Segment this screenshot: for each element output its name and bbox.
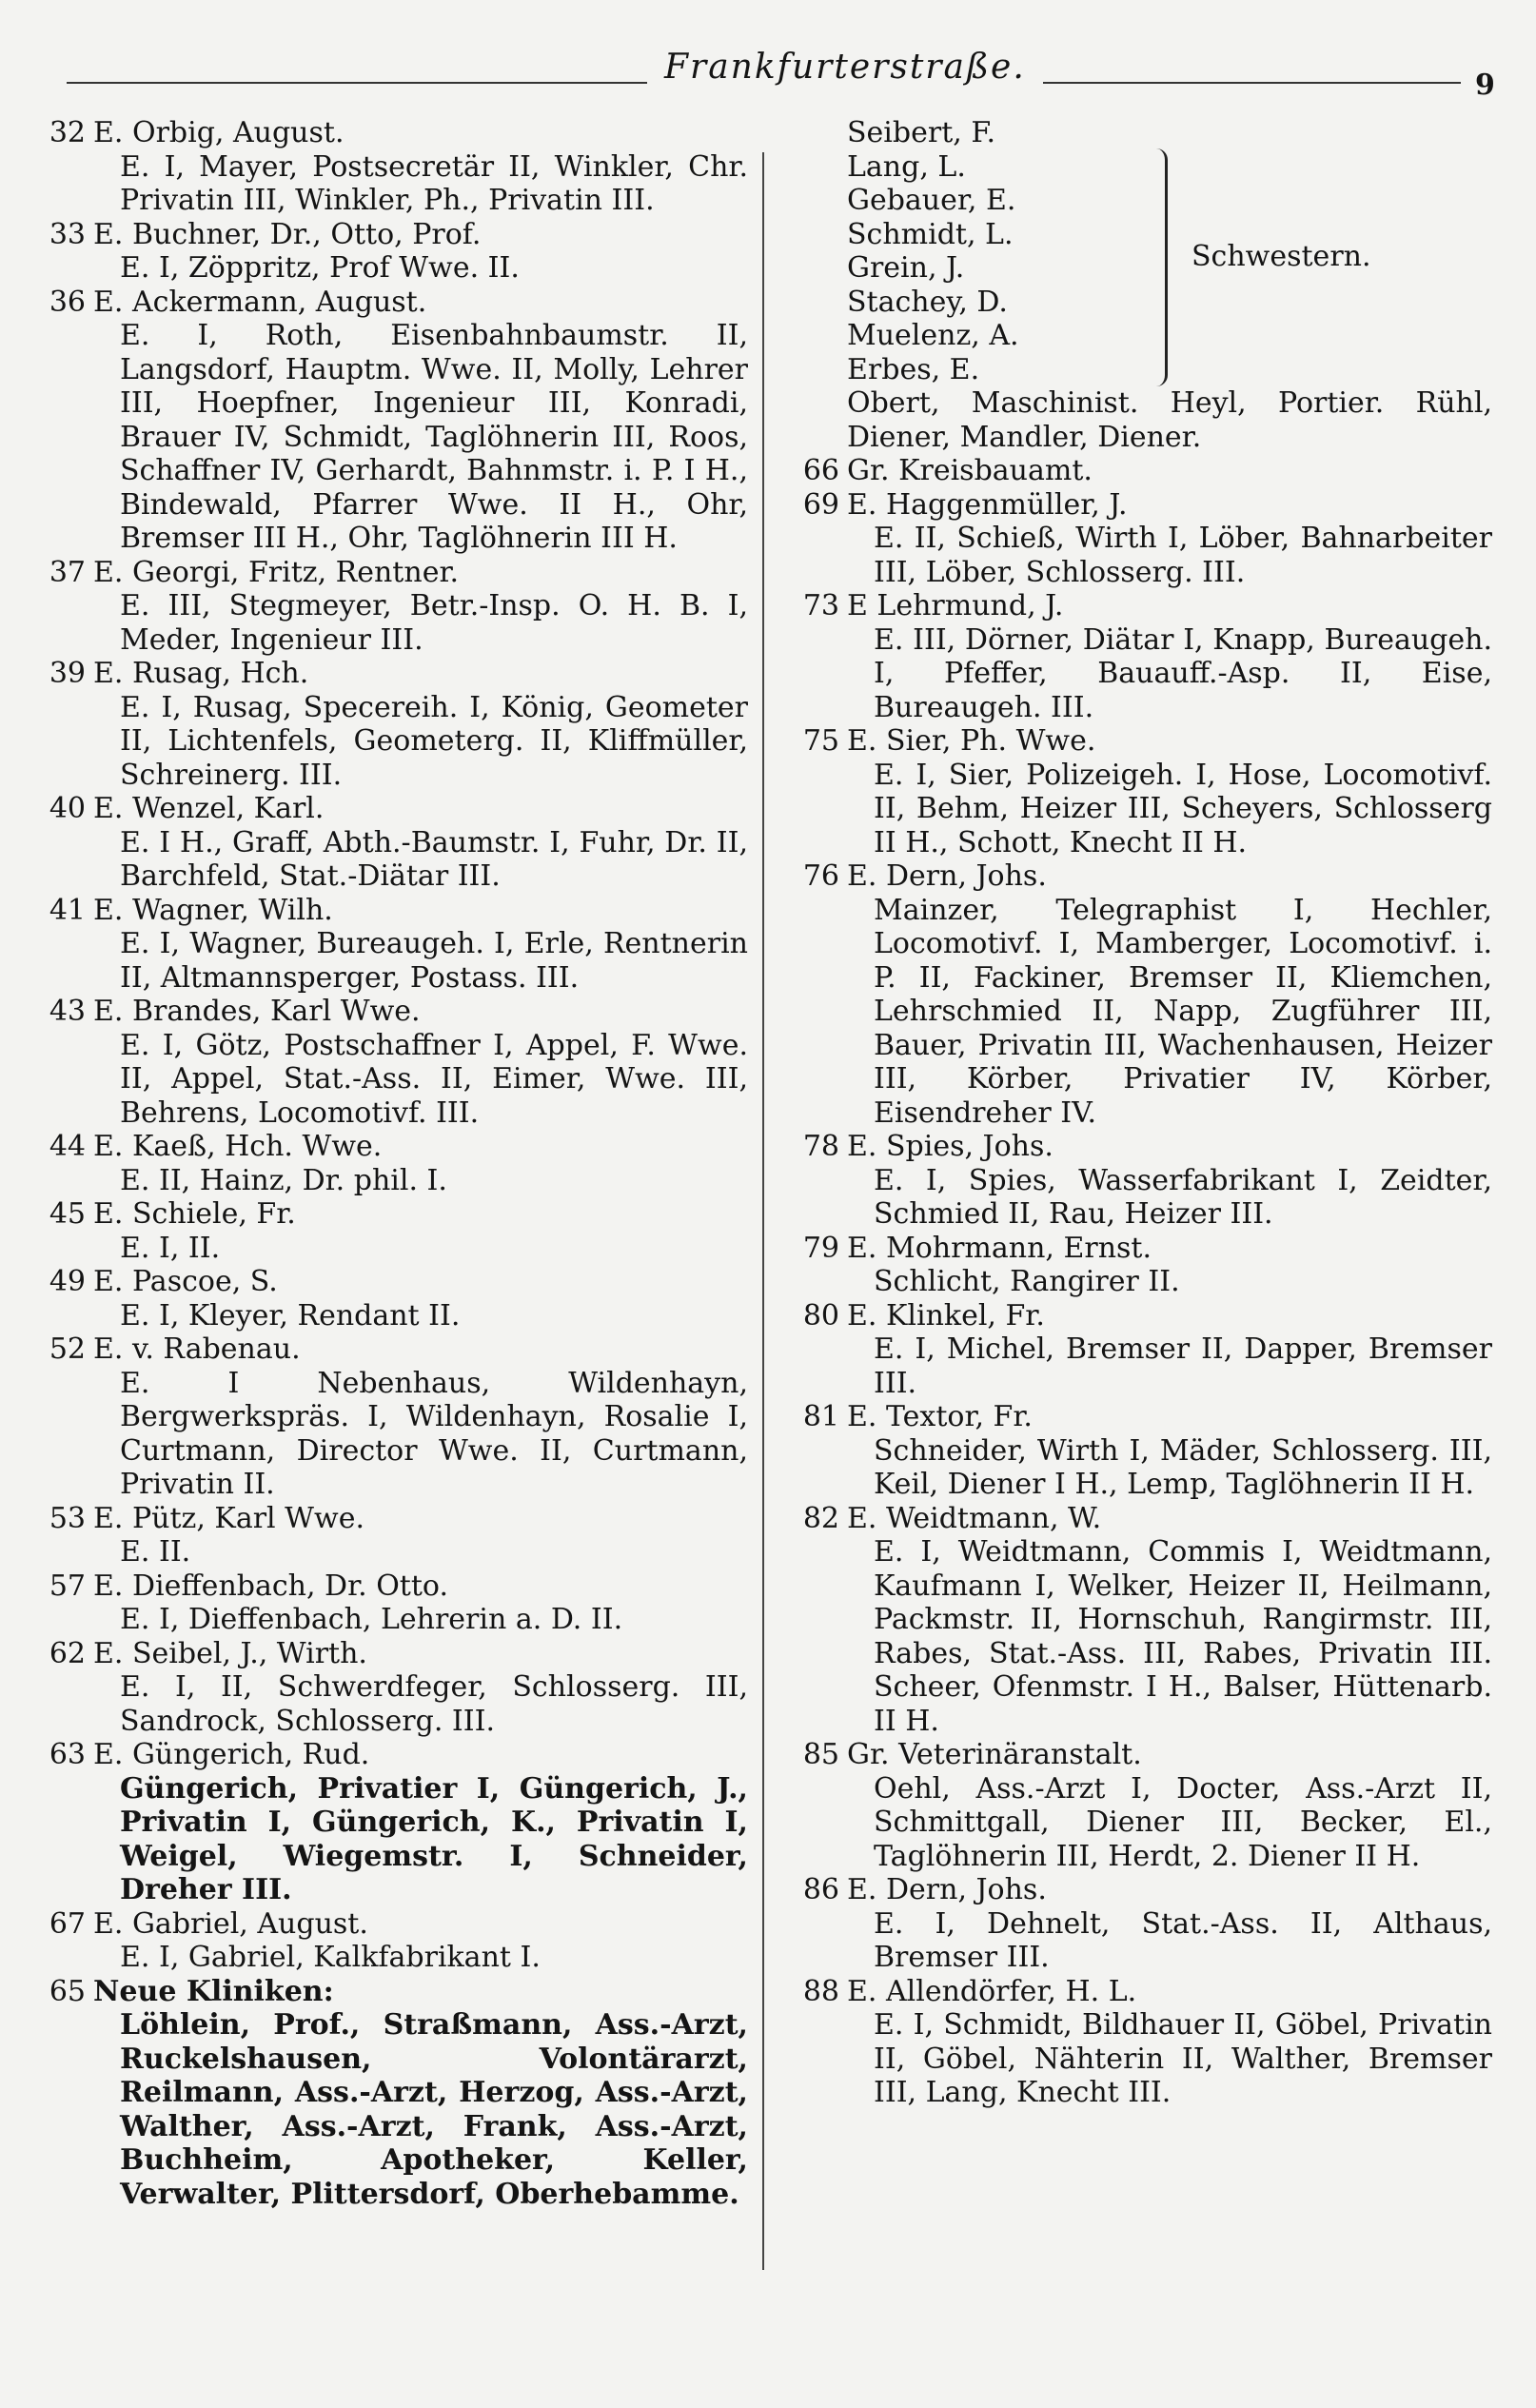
- entry-head: E. Ackermann, August.: [93, 285, 427, 319]
- entry-head: E. v. Rabenau.: [93, 1332, 301, 1366]
- entry-residents: E. III, Dörner, Diätar I, Knapp, Bureaugeh. I, Pfeffer, Bauauff.-Asp. II, Eise, Bureaugeh. III.: [874, 622, 1492, 724]
- address-entry: [778, 454, 1492, 488]
- address-entry: [778, 1130, 1492, 1232]
- address-entry: [25, 286, 748, 556]
- sister-name: Stachey, D.: [847, 285, 1008, 319]
- address-entry: [778, 1232, 1492, 1299]
- entry-residents: E. I Nebenhaus, Wildenhayn, Bergwerkspräs. I, Wildenhayn, Rosalie I, Curtmann, Director Wwe. II, Curtmann, Privatin II.: [120, 1366, 748, 1501]
- house-number: 78: [802, 1130, 839, 1163]
- entry-head: E. Buchner, Dr., Otto, Prof.: [93, 217, 482, 251]
- house-number: 69: [802, 487, 839, 522]
- entry-residents: E. II.: [120, 1535, 191, 1569]
- address-entry: [25, 1975, 748, 2212]
- entry-residents: E. I, Michel, Bremser II, Dapper, Bremser III.: [874, 1332, 1492, 1400]
- address-entry: [25, 116, 748, 218]
- address-entry: [25, 1197, 748, 1265]
- house-number: 73: [802, 589, 839, 622]
- house-number: 76: [802, 859, 839, 893]
- house-number: 53: [49, 1501, 86, 1535]
- sister-name: Erbes, E.: [847, 352, 980, 386]
- address-entry: [25, 1130, 748, 1197]
- house-number: 45: [49, 1197, 86, 1231]
- entry-residents: E. I, Spies, Wasserfabrikant I, Zeidter, Schmied II, Rau, Heizer III.: [874, 1163, 1492, 1231]
- page-number: 9: [1475, 69, 1495, 102]
- house-number: 81: [802, 1400, 839, 1433]
- entry-head: E. Allendörfer, H. L.: [847, 1974, 1137, 2008]
- sister-name: Lang, L.: [847, 149, 966, 184]
- address-entry: [778, 1299, 1492, 1401]
- entry-head: E. Brandes, Karl Wwe.: [93, 995, 421, 1028]
- entry-head: E. Sier, Ph. Wwe.: [847, 724, 1096, 758]
- sister-name: Gebauer, E.: [847, 184, 1016, 217]
- address-entry: [25, 1332, 748, 1502]
- entry-residents: E. I, Wagner, Bureaugeh. I, Erle, Rentnerin II, Altmannsperger, Postass. III.: [120, 927, 748, 995]
- entry-head: E. Gabriel, August.: [93, 1906, 368, 1941]
- house-number: 85: [802, 1738, 839, 1771]
- sisters-group: [847, 116, 1492, 386]
- entry-head: E. Dern, Johs.: [847, 859, 1047, 893]
- entry-residents: E. I, Gabriel, Kalkfabrikant I.: [120, 1941, 541, 1974]
- entry-residents: E. I, Zöppritz, Prof Wwe. II.: [120, 251, 520, 285]
- entry-head: Neue Kliniken:: [93, 1974, 334, 2008]
- entry-head: E. Dieffenbach, Dr. Otto.: [93, 1569, 448, 1603]
- entry-residents: E. I, Sier, Polizeigeh. I, Hose, Locomotivf. II, Behm, Heizer III, Scheyers, Schlosserg II H., Schott, Knecht II H.: [874, 758, 1492, 859]
- sisters-names: [847, 116, 1019, 386]
- address-entry: [25, 1907, 748, 1975]
- house-number: 52: [49, 1332, 86, 1366]
- entry-residents: E. I, II, Schwerdfeger, Schlosserg. III, Sandrock, Schlosserg. III.: [120, 1670, 748, 1738]
- entry-head: E. Textor, Fr.: [847, 1400, 1033, 1433]
- house-number: 43: [49, 995, 86, 1028]
- address-entry: [25, 1738, 748, 1907]
- entry-residents: Mainzer, Telegraphist I, Hechler, Locomotivf. I, Mamberger, Locomotivf. i. P. II, Fackiner, Bremser II, Kliemchen, Lehrschmied II, Napp, Zugführer III, Bauer, Privatin III, Wachenhausen, Heizer III, Körber, Privatier IV, Körber, Eisendreher IV.: [874, 893, 1492, 1130]
- address-entry: [25, 556, 748, 658]
- address-entry: [25, 1502, 748, 1569]
- page-header: [67, 40, 1499, 102]
- entry-residents: E. I, Schmidt, Bildhauer II, Göbel, Privatin II, Göbel, Nähterin II, Walther, Bremser III, Lang, Knecht III.: [874, 2008, 1492, 2109]
- house-number: 63: [49, 1738, 86, 1771]
- entry-residents: E. I H., Graff, Abth.-Baumstr. I, Fuhr, Dr. II, Barchfeld, Stat.-Diätar III.: [120, 825, 748, 893]
- house-number: 65: [49, 1974, 86, 2008]
- entry-residents: E. I, Kleyer, Rendant II.: [120, 1298, 461, 1332]
- address-entry: [778, 724, 1492, 859]
- sisters-label: Schwestern.: [1191, 240, 1371, 273]
- entry-head: E. Kaeß, Hch. Wwe.: [93, 1130, 383, 1163]
- house-number: 44: [49, 1130, 86, 1163]
- entry-residents: E. I, II.: [120, 1231, 221, 1265]
- entry-head: E. Georgi, Fritz, Rentner.: [93, 555, 460, 589]
- address-entry: [25, 995, 748, 1130]
- entry-head: E. Rusag, Hch.: [93, 657, 309, 690]
- house-number: 66: [802, 454, 839, 487]
- house-number: 41: [49, 893, 86, 927]
- sister-name: Grein, J.: [847, 251, 965, 285]
- entry-head: Gr. Kreisbauamt.: [847, 454, 1093, 487]
- house-number: 39: [49, 657, 86, 690]
- house-number: 57: [49, 1569, 86, 1603]
- entry-residents: E. I, Dieffenbach, Lehrerin a. D. II.: [120, 1603, 623, 1636]
- house-number: 33: [49, 217, 86, 251]
- address-entry: [25, 1265, 748, 1332]
- sister-name: Seibert, F.: [847, 116, 996, 149]
- house-number: 80: [802, 1298, 839, 1332]
- address-entry: [778, 488, 1492, 590]
- address-entry: [778, 1400, 1492, 1502]
- address-entry: [25, 1569, 748, 1637]
- entry-head: E. Pascoe, S.: [93, 1265, 278, 1298]
- house-number: 67: [49, 1906, 86, 1941]
- house-number: 82: [802, 1501, 839, 1535]
- house-number: 32: [49, 116, 86, 149]
- entry-head: Gr. Veterinäranstalt.: [847, 1738, 1142, 1771]
- left-column: [25, 116, 748, 2211]
- house-number: 75: [802, 724, 839, 758]
- entry-head: E. Mohrmann, Ernst.: [847, 1231, 1152, 1265]
- address-entry: [25, 1637, 748, 1739]
- house-number: 49: [49, 1265, 86, 1298]
- house-number: 88: [802, 1974, 839, 2008]
- entry-head: E. Pütz, Karl Wwe.: [93, 1501, 364, 1535]
- address-entry: [25, 792, 748, 894]
- entry-residents: E. I, Rusag, Specereih. I, König, Geometer II, Lichtenfels, Geometerg. II, Kliffmüller, Schreinerg. III.: [120, 690, 748, 792]
- entry-residents: Schneider, Wirth I, Mäder, Schlosserg. III, Keil, Diener I H., Lemp, Taglöhnerin II H.: [874, 1433, 1492, 1501]
- entry-head: E. Weidtmann, W.: [847, 1501, 1102, 1535]
- entry-residents: Oehl, Ass.-Arzt I, Docter, Ass.-Arzt II, Schmittgall, Diener III, Becker, El., Taglöhnerin III, Herdt, 2. Diener II H.: [874, 1771, 1492, 1873]
- entry-head: E. Schiele, Fr.: [93, 1197, 296, 1231]
- entry-residents: E. II, Hainz, Dr. phil. I.: [120, 1163, 447, 1197]
- address-entry: [25, 218, 748, 286]
- sister-name: Schmidt, L.: [847, 217, 1014, 251]
- entry-head: E. Seibel, J., Wirth.: [93, 1636, 367, 1670]
- entry-head: E. Haggenmüller, J.: [847, 487, 1128, 522]
- entry-head: E. Wenzel, Karl.: [93, 792, 325, 825]
- right-column: [778, 116, 1492, 2110]
- sister-name: Muelenz, A.: [847, 319, 1019, 352]
- entry-head: E. Güngerich, Rud.: [93, 1738, 370, 1771]
- street-title: Frankfurterstraße.: [647, 48, 1043, 87]
- entry-residents: E. I, Götz, Postschaffner I, Appel, F. Wwe. II, Appel, Stat.-Ass. II, Eimer, Wwe. III, Behrens, Locomotivf. III.: [120, 1028, 748, 1130]
- entry-residents: E. I, Dehnelt, Stat.-Ass. II, Althaus, Bremser III.: [874, 1906, 1492, 1974]
- staff-continuation: Obert, Maschinist. Heyl, Portier. Rühl, Diener, Mandler, Diener.: [847, 386, 1492, 454]
- entry-head: E Lehrmund, J.: [847, 589, 1064, 622]
- address-entry: [778, 859, 1492, 1130]
- entry-head: E. Wagner, Wilh.: [93, 893, 333, 927]
- address-entry: [778, 1738, 1492, 1873]
- entry-head: E. Dern, Johs.: [847, 1873, 1047, 1906]
- entry-head: E. Orbig, August.: [93, 116, 345, 149]
- entry-residents: Schlicht, Rangirer II.: [874, 1265, 1180, 1298]
- house-number: 79: [802, 1231, 839, 1265]
- entry-head: E. Klinkel, Fr.: [847, 1298, 1045, 1332]
- address-entry: [778, 589, 1492, 724]
- house-number: 86: [802, 1873, 839, 1906]
- address-entry: [25, 894, 748, 996]
- entry-residents: E. II, Schieß, Wirth I, Löber, Bahnarbeiter III, Löber, Schlosserg. III.: [874, 522, 1492, 589]
- entry-head: E. Spies, Johs.: [847, 1130, 1054, 1163]
- house-number: 62: [49, 1636, 86, 1670]
- entry-residents: E. I, Mayer, Postsecretär II, Winkler, Chr. Privatin III, Winkler, Ph., Privatin III.: [120, 149, 748, 217]
- house-number: 40: [49, 792, 86, 825]
- entry-residents: Güngerich, Privatier I, Güngerich, J., Privatin I, Güngerich, K., Privatin I, Weigel, Wiegemstr. I, Schneider, Dreher III.: [120, 1771, 748, 1906]
- address-entry: [25, 657, 748, 792]
- address-entry: [778, 1502, 1492, 1739]
- house-number: 37: [49, 555, 86, 589]
- entry-residents: E. I, Weidtmann, Commis I, Weidtmann, Kaufmann I, Welker, Heizer II, Heilmann, Packmstr. II, Hornschuh, Rangirmstr. III, Rabes, Stat.-Ass. III, Rabes, Privatin III. Scheer, Ofenmstr. I H., Balser, Hüttenarb. II H.: [874, 1535, 1492, 1738]
- column-divider: [762, 152, 764, 2270]
- entry-residents: E. I, Roth, Eisenbahnbaumstr. II, Langsdorf, Hauptm. Wwe. II, Molly, Lehrer III, Hoepfner, Ingenieur III, Konradi, Brauer IV, Schmidt, Taglöhnerin III, Roos, Schaffner IV, Gerhardt, Bahnmstr. i. P. I H., Bindewald, Pfarrer Wwe. II H., Ohr, Bremser III H., Ohr, Taglöhnerin III H.: [120, 319, 748, 555]
- address-entry: [778, 1873, 1492, 1975]
- house-number: 36: [49, 285, 86, 319]
- entry-residents: Löhlein, Prof., Straßmann, Ass.-Arzt, Ruckelshausen, Volontärarzt, Reilmann, Ass.-Arzt, Herzog, Ass.-Arzt, Walther, Ass.-Arzt, Frank, Ass.-Arzt, Buchheim, Apotheker, Keller, Verwalter, Plittersdorf, Oberhebamme.: [120, 2008, 748, 2211]
- curly-brace: [1152, 148, 1168, 386]
- address-entry: [778, 1975, 1492, 2110]
- entry-residents: E. III, Stegmeyer, Betr.-Insp. O. H. B. I, Meder, Ingenieur III.: [120, 589, 748, 657]
